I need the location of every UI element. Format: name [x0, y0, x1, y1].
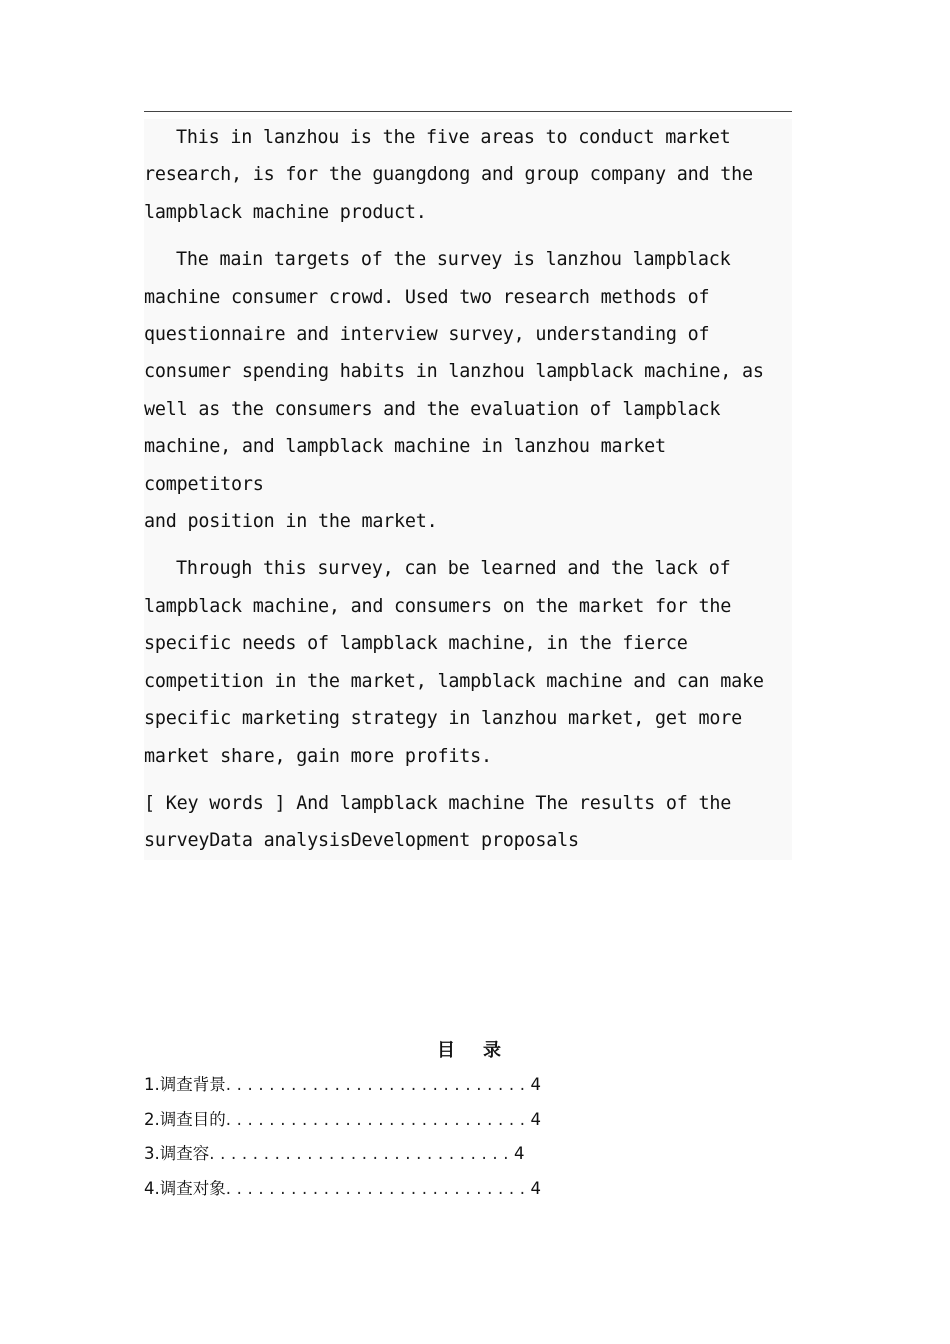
toc-entry-leader: . . . . . . . . . . . . . . . . . . . . . . . . . . . .: [209, 1144, 509, 1163]
toc-title: 目录: [437, 1040, 529, 1061]
abstract-paragraph-2: The main targets of the survey is lanzhou lampblack machine consumer crowd. Used two research methods of questionnaire and interview survey, understanding of consumer spending habits in lanzhou lampblack machine, as well as the consumers and the evaluation of lampblack machine, and lampblack machine in lanzhou market competitors and position in the market.: [144, 249, 764, 533]
header-rule: [144, 111, 792, 112]
abstract-paragraph-1: This in lanzhou is the five areas to conduct market research, is for the guangdong and group company and the lampblack machine product.: [144, 127, 753, 223]
toc-entry-label: 1.调查背景: [144, 1075, 226, 1094]
abstract-paragraph-3: Through this survey, can be learned and the lack of lampblack machine, and consumers on the market for the specific needs of lampblack machine, in the fierce competition in the market, lampblack machine and can make specific marketing strategy in lanzhou market, get more market share, gain more profits.: [144, 558, 764, 767]
toc-entry-leader: . . . . . . . . . . . . . . . . . . . . . . . . . . . .: [225, 1075, 526, 1094]
abstract-keywords: [ Key words ] And lampblack machine The results of the surveyData analysisDevelopment proposals: [144, 792, 732, 852]
toc-entry-label: 3.调查容: [144, 1144, 210, 1163]
toc-entry-leader: . . . . . . . . . . . . . . . . . . . . . . . . . . . .: [225, 1178, 526, 1198]
table-of-contents: [144, 1068, 794, 1206]
toc-entry-page: 4: [530, 1075, 541, 1094]
toc-entry-page: 4: [530, 1178, 541, 1198]
toc-entry[interactable]: [144, 1172, 794, 1207]
english-abstract: [144, 119, 792, 860]
toc-entry-leader: . . . . . . . . . . . . . . . . . . . . . . . . . . . .: [225, 1109, 526, 1129]
toc-entry-label: 4.调查对象: [144, 1178, 226, 1198]
toc-entry-page: 4: [513, 1144, 525, 1163]
toc-entry[interactable]: [144, 1103, 794, 1138]
toc-entry[interactable]: [144, 1137, 794, 1172]
toc-entry-page: 4: [530, 1109, 541, 1129]
toc-entry-label: 2.调查目的: [144, 1109, 226, 1129]
toc-entry[interactable]: [144, 1068, 794, 1103]
